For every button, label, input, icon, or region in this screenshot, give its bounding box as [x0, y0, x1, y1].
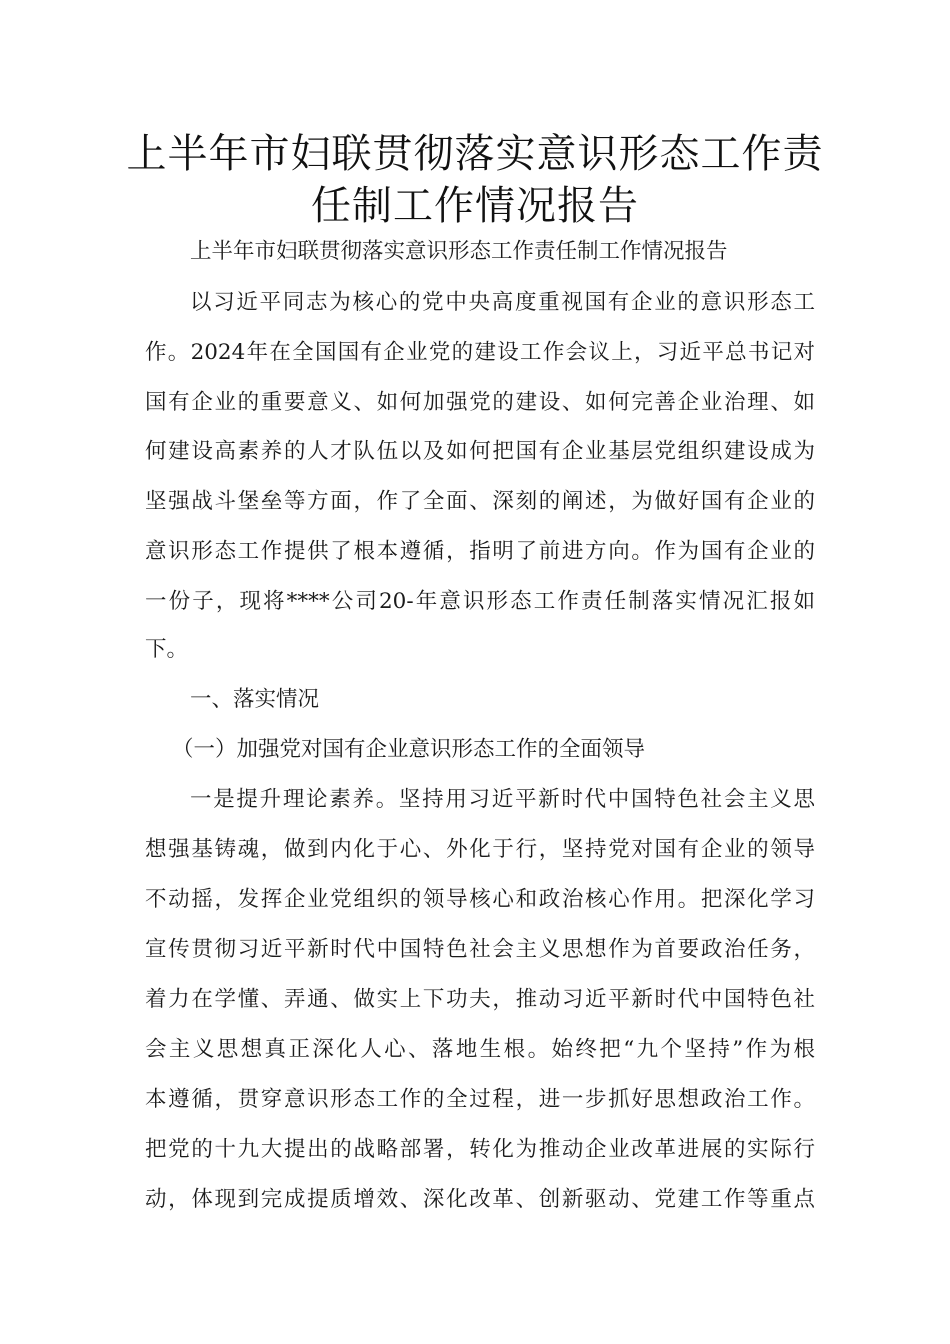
paragraph-line: 着力在学懂、弄通、做实上下功夫，推动习近平新时代中国特色社: [145, 987, 815, 1012]
paragraph-line: 以习近平同志为核心的党中央高度重视国有企业的意识形态工: [190, 290, 815, 315]
document-title-line-2: 任制工作情况报告: [311, 183, 639, 229]
paragraph-line: 下。: [145, 637, 189, 662]
paragraph-line: 坚强战斗堡垒等方面，作了全面、深刻的阐述，为做好国有企业的: [145, 489, 815, 514]
paragraph-line: 本遵循，贯穿意识形态工作的全过程，进一步抓好思想政治工作。: [145, 1087, 815, 1112]
document-subtitle: 上半年市妇联贯彻落实意识形态工作责任制工作情况报告: [190, 239, 728, 264]
paragraph-line: 作。2024年在全国国有企业党的建设工作会议上，习近平总书记对: [145, 340, 815, 365]
paragraph-line: 一是提升理论素养。坚持用习近平新时代中国特色社会主义思: [190, 787, 815, 812]
paragraph-line: 何建设高素养的人才队伍以及如何把国有企业基层党组织建设成为: [145, 439, 815, 464]
paragraph-line: 会主义思想真正深化人心、落地生根。始终把“九个坚持”作为根: [145, 1037, 815, 1062]
paragraph-line: 不动摇，发挥企业党组织的领导核心和政治核心作用。把深化学习: [145, 887, 815, 912]
paragraph-line: 国有企业的重要意义、如何加强党的建设、如何完善企业治理、如: [145, 390, 815, 415]
paragraph-line: 宣传贯彻习近平新时代中国特色社会主义思想作为首要政治任务，: [145, 937, 815, 962]
document-title-line-1: 上半年市妇联贯彻落实意识形态工作责: [126, 131, 824, 177]
paragraph-line: 动，体现到完成提质增效、深化改革、创新驱动、党建工作等重点: [145, 1187, 815, 1212]
paragraph-line: 把党的十九大提出的战略部署，转化为推动企业改革进展的实际行: [145, 1137, 815, 1162]
paragraph-line: 意识形态工作提供了根本遵循，指明了前进方向。作为国有企业的: [145, 539, 815, 564]
paragraph-line: 一份子，现将****公司20-年意识形态工作责任制落实情况汇报如: [145, 589, 815, 614]
section-heading: 一、落实情况: [190, 687, 320, 712]
paragraph-line: 想强基铸魂，做到内化于心、外化于行，坚持党对国有企业的领导: [145, 837, 815, 862]
subsection-heading: （一）加强党对国有企业意识形态工作的全面领导: [172, 737, 646, 762]
